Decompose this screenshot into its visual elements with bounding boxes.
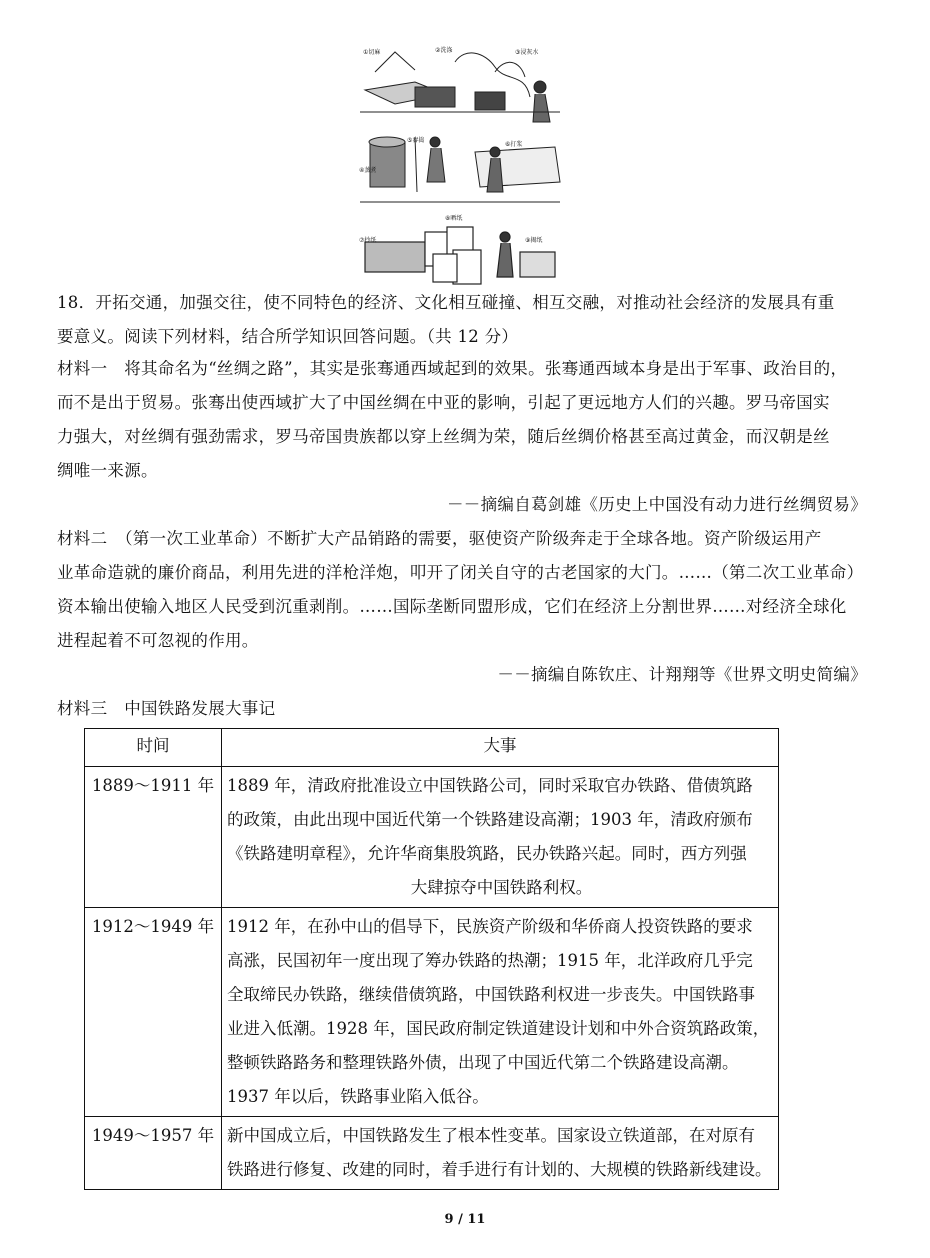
table-row [85, 908, 779, 1117]
row-time: 1949～1957 年 [85, 1117, 222, 1190]
table-row [85, 767, 779, 908]
material-line: 绸唯一来源。 [57, 461, 158, 480]
row-events [222, 1117, 779, 1190]
label-5: ⑤舂捣 [407, 137, 425, 144]
header-time: 时间 [85, 729, 222, 767]
label-3: ③浸灰水 [515, 49, 539, 56]
material-3-title: 材料三 中国铁路发展大事记 [57, 699, 276, 718]
event-line: 的政策，由此出现中国近代第一个铁路建设高潮；1903 年，清政府颁布 [227, 810, 753, 829]
row-time: 1912～1949 年 [85, 908, 222, 1117]
label-4: ④蒸煮 [359, 167, 377, 174]
label-9: ⑨揭纸 [525, 237, 543, 244]
event-line: 全取缔民办铁路，继续借债筑路，中国铁路利权进一步丧失。中国铁路事 [227, 985, 755, 1004]
row-events [222, 767, 779, 908]
label-1: ①切麻 [363, 49, 381, 56]
material-line: 资本输出使输入地区人民受到沉重剥削。……国际垄断同盟形成，它们在经济上分割世界……对经济全球化 [57, 597, 847, 616]
material-2-source: －－摘编自陈钦庄、计翔翔等《世界文明史简编》 [497, 665, 867, 684]
event-line: 1889 年，清政府批准设立中国铁路公司，同时采取官办铁路、借债筑路 [227, 776, 753, 795]
page-number: 9 / 11 [444, 1212, 486, 1227]
label-8: ⑧晒纸 [445, 215, 463, 222]
material-line: 力强大，对丝绸有强劲需求，罗马帝国贵族都以穿上丝绸为荣，随后丝绸价格甚至高过黄金，而汉朝是丝 [57, 427, 830, 446]
table-header-row [85, 729, 779, 767]
event-line: 1937 年以后，铁路事业陷入低谷。 [227, 1087, 489, 1106]
header-event: 大事 [222, 729, 779, 767]
material-line: 进程起着不可忽视的作用。 [57, 631, 259, 650]
question-line: 要意义。阅读下列材料，结合所学知识回答问题。（共 12 分） [57, 327, 519, 346]
railway-events-table [84, 728, 779, 1190]
event-line: 大肆掠夺中国铁路利权。 [410, 878, 593, 897]
event-line: 业进入低潮。1928 年，国民政府制定铁道建设计划和中外合资筑路政策， [227, 1019, 770, 1038]
event-line: 新中国成立后，中国铁路发生了根本性变革。国家设立铁道部，在对原有 [227, 1126, 755, 1145]
question-line: 18．开拓交通，加强交往，使不同特色的经济、文化相互碰撞、相互交融，对推动社会经济的发展具有重 [57, 293, 835, 312]
material-line: 业革命造就的廉价商品，利用先进的洋枪洋炮，叩开了闭关自守的古老国家的大门。……（第二次工业革命） [57, 563, 864, 582]
label-7: ⑦抄纸 [359, 237, 377, 244]
material-line: 材料二 （第一次工业革命）不断扩大产品销路的需要，驱使资产阶级奔走于全球各地。资产阶级运用产 [57, 529, 822, 548]
material-2 [57, 522, 877, 658]
event-line: 铁路进行修复、改建的同时，着手进行有计划的、大规模的铁路新线建设。 [227, 1160, 772, 1179]
material-line: 而不是出于贸易。张骞出使西域扩大了中国丝绸在中亚的影响，引起了更远地方人们的兴趣。罗马帝国实 [57, 393, 830, 412]
event-line: 《铁路建明章程》，允许华商集股筑路，民办铁路兴起。同时，西方列强 [227, 844, 747, 863]
label-2: ②洗涤 [435, 47, 453, 54]
event-line: 高涨，民国初年一度出现了筹办铁路的热潮；1915 年，北洋政府几乎完 [227, 951, 753, 970]
row-events [222, 908, 779, 1117]
event-line: 整顿铁路路务和整理铁路外债，出现了中国近代第二个铁路建设高潮。 [227, 1053, 739, 1072]
table-row [85, 1117, 779, 1190]
material-line: 材料一 将其命名为“丝绸之路”，其实是张骞通西域起到的效果。张骞通西域本身是出于军事、政治目的， [57, 359, 848, 378]
papermaking-illustration [355, 42, 567, 285]
material-1-source: －－摘编自葛剑雄《历史上中国没有动力进行丝绸贸易》 [447, 495, 867, 514]
row-time: 1889～1911 年 [85, 767, 222, 908]
material-1 [57, 352, 877, 488]
label-6: ⑥打浆 [505, 141, 523, 148]
question-18 [57, 286, 877, 354]
event-line: 1912 年，在孙中山的倡导下，民族资产阶级和华侨商人投资铁路的要求 [227, 917, 753, 936]
